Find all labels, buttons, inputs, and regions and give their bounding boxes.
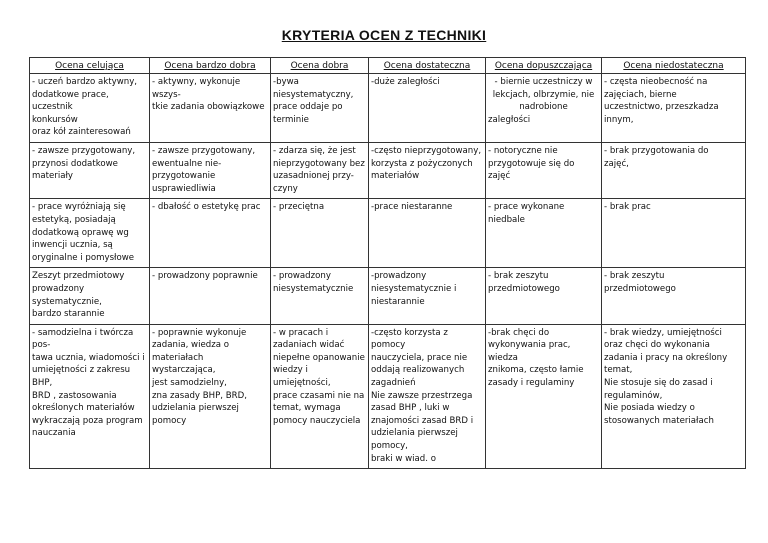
cell-text-line: przygotowanie [152,171,216,182]
cell-text-line: - notoryczne nie [488,145,558,156]
cell-celujaca [30,268,150,324]
cell-text-line: -często nieprzygotowany, [371,145,482,156]
cell-text-line: tawa ucznia, wiadomości i [32,352,145,363]
cell-text-line: - samodzielna i twórcza pos- [32,327,134,351]
cell-text-line: - prace wykonane [488,202,565,213]
cell-text-line: zasad BHP , luki w [371,403,450,414]
header-dobra: Ocena dobra [271,58,369,74]
cell-text-line: nauczyciela, prace nie [371,352,468,363]
cell-text-line: Zeszyt przedmiotowy [32,271,125,282]
cell-text-line: oryginalne i pomysłowe [32,252,135,263]
header-niedostateczna: Ocena niedostateczna [602,58,746,74]
cell-text-line: - brak prac [604,202,651,213]
cell-text-line: prace oddaje po [273,102,343,113]
header-dopuszczajaca: Ocena dopuszczająca [486,58,602,74]
cell-bardzo-dobra [150,199,271,268]
cell-text-line: dodatkowe prace, uczestnik [32,89,109,113]
cell-text-line: przynosi dodatkowe [32,158,118,169]
cell-dobra [271,142,369,198]
cell-text-line: Nie zawsze przestrzega [371,390,473,401]
cell-text-line: udzielania pierwszej [371,428,458,439]
cell-text-line: prowadzony systematycznie, [32,283,102,307]
cell-text-line: konkursów [32,114,78,125]
cell-text-line: lekcjach, olbrzymie, nie [492,89,595,100]
cell-text-line: zajęciach, bierne [604,89,677,100]
cell-dopuszczajaca [486,142,602,198]
cell-text-line: pomocy, [371,441,408,452]
cell-text-line: - prowadzony [273,271,331,282]
cell-text-line: niepełne opanowanie [273,352,365,363]
cell-text-line: ewentualne nie- [152,158,222,169]
cell-bardzo-dobra [150,74,271,143]
cell-niedostateczna [602,268,746,324]
cell-text-line: zagadnień [371,378,416,389]
cell-text-line: zasady i regulaminy [488,378,575,389]
cell-text-line: nauczania [32,428,76,439]
cell-niedostateczna [602,324,746,469]
cell-text-line: materiałach wystarczająca, [152,352,216,376]
cell-dostateczna [369,142,486,198]
cell-text-line: oraz chęci do wykonania [604,340,710,351]
cell-text-line: udzielania pierwszej pomocy [152,403,239,426]
cell-dopuszczajaca [486,199,602,268]
cell-text-line: -często korzysta z pomocy [371,327,448,351]
cell-text-line: BRD , zastosowania [32,390,117,401]
cell-text-line: usprawiedliwia [152,183,216,194]
cell-celujaca [30,142,150,198]
cell-text-line: znajomości zasad BRD i [371,415,474,426]
cell-text-line: dodatkową oprawę wg [32,227,129,238]
cell-text-line: - dbałość o estetykę prac [152,202,261,213]
cell-text-line: tkie zadania obowiązkowe [152,102,265,113]
cell-text-line: uczestnictwo, przeszkadza [604,102,719,113]
cell-text-line: - brak zeszytu [488,271,549,282]
cell-dopuszczajaca [486,74,602,143]
cell-text-line: inwencji ucznia, są [32,240,113,251]
cell-text-line: - brak wiedzy, umiejętności [604,327,722,338]
cell-text-line: niesystematycznie i [371,283,457,294]
cell-text-line: przedmiotowego [604,283,676,294]
cell-celujaca [30,199,150,268]
cell-text-line: przygotowuje się do zajęć [488,158,575,182]
cell-text-line: terminie [273,114,309,125]
cell-text-line: zajęć, [604,158,629,169]
cell-text-line: materiały [32,171,74,182]
cell-text-line: bardzo starannie [32,309,105,320]
cell-dostateczna [369,199,486,268]
cell-text-line: -bywa [273,77,299,87]
cell-text-line: zaległości [488,114,531,125]
table-row [30,199,746,268]
cell-text-line: niesystematycznie [273,283,354,294]
cell-text-line: wiedzy i umiejętności, [273,365,331,389]
table-row [30,74,746,143]
cell-dostateczna [369,74,486,143]
cell-text-line: innym, [604,114,634,125]
cell-text-line: - brak przygotowania do [604,145,709,156]
cell-niedostateczna [602,74,746,143]
cell-text-line: stosowanych materiałach [604,415,714,426]
cell-text-line: temat, [604,365,633,376]
cell-text-line: znikoma, często łamie [488,365,584,376]
cell-text-line: niedbale [488,214,525,225]
header-celujaca: Ocena celująca [30,58,150,74]
cell-niedostateczna [602,142,746,198]
header-row [30,58,746,74]
cell-text-line: niesystematyczny, [273,89,354,100]
table-row [30,324,746,469]
cell-text-line: - przeciętna [273,202,325,213]
cell-text-line: temat, wymaga [273,403,341,414]
table-body [30,74,746,469]
cell-text-line: - częsta nieobecność na [604,77,708,87]
cell-dopuszczajaca [486,324,602,469]
cell-celujaca [30,74,150,143]
cell-text-line: - prowadzony poprawnie [152,271,258,282]
cell-text-line: - biernie uczestniczy w [494,77,593,87]
document-title: KRYTERIA OCEN Z TECHNIKI [281,27,487,43]
cell-text-line: korzysta z pożyczonych [371,158,473,169]
cell-text-line: materiałów [371,171,420,182]
cell-text-line: - w pracach i [273,327,329,338]
cell-text-line: zna zasady BHP, BRD, [152,390,247,401]
cell-text-line: -brak chęci do [488,327,550,338]
cell-text-line: niestarannie [371,296,425,307]
cell-dobra [271,199,369,268]
cell-text-line: zadaniach widać [273,340,345,351]
cell-text-line: estetyką, posiadają [32,214,116,225]
cell-text-line: - prace wyróżniają się [32,202,126,213]
cell-dostateczna [369,268,486,324]
cell-text-line: nadrobione [519,102,568,113]
cell-text-line: -prowadzony [371,271,427,282]
cell-text-line: - aktywny, wykonuje wszys- [152,77,241,100]
cell-text-line: uzasadnionej przy- [273,171,354,182]
cell-text-line: prace czasami nie na [273,390,365,401]
cell-text-line: umiejętności z zakresu BHP, [32,365,131,389]
cell-dobra [271,324,369,469]
cell-bardzo-dobra [150,268,271,324]
cell-text-line: - brak zeszytu [604,271,665,282]
cell-text-line: wykraczają poza program [32,415,143,426]
header-bardzo-dobra: Ocena bardzo dobra [150,58,271,74]
cell-bardzo-dobra [150,142,271,198]
cell-text-line: - poprawnie wykonuje [152,327,247,338]
cell-text-line: - uczeń bardzo aktywny, [32,77,138,87]
cell-dobra [271,74,369,143]
cell-text-line: -prace niestaranne [371,202,453,213]
cell-celujaca [30,324,150,469]
cell-text-line: -duże zaległości [371,77,440,87]
cell-text-line: - zawsze przygotowany, [32,145,136,156]
cell-text-line: wykonywania prac, wiedza [488,340,571,363]
cell-niedostateczna [602,199,746,268]
cell-bardzo-dobra [150,324,271,469]
cell-text-line: nieprzygotowany bez [273,158,365,169]
cell-text-line: Nie posiada wiedzy o [604,403,695,414]
cell-text-line: przedmiotowego [488,283,560,294]
cell-text-line: zadania, wiedza o [152,340,229,351]
cell-dostateczna [369,324,486,469]
cell-text-line: oddają realizowanych [371,365,465,376]
table-row [30,268,746,324]
cell-text-line: czyny [273,183,298,194]
header-dostateczna: Ocena dostateczna [369,58,486,74]
cell-text-line: zadania i pracy na określony [604,352,728,363]
cell-text-line: regulaminów, [604,390,663,401]
cell-dopuszczajaca [486,268,602,324]
cell-text-line: określonych materiałów [32,403,135,414]
cell-text-line: braki w wiad. o [371,453,436,464]
cell-text-line: oraz kół zainteresowań [32,127,131,138]
cell-text-line: pomocy nauczyciela [273,415,361,426]
cell-text-line: Nie stosuje się do zasad i [604,378,713,389]
cell-text-line: jest samodzielny, [152,378,227,389]
cell-text-line: - zawsze przygotowany, [152,145,256,156]
cell-text-line: - zdarza się, że jest [273,145,356,156]
grading-criteria-table [29,57,746,469]
table-row [30,142,746,198]
cell-dobra [271,268,369,324]
